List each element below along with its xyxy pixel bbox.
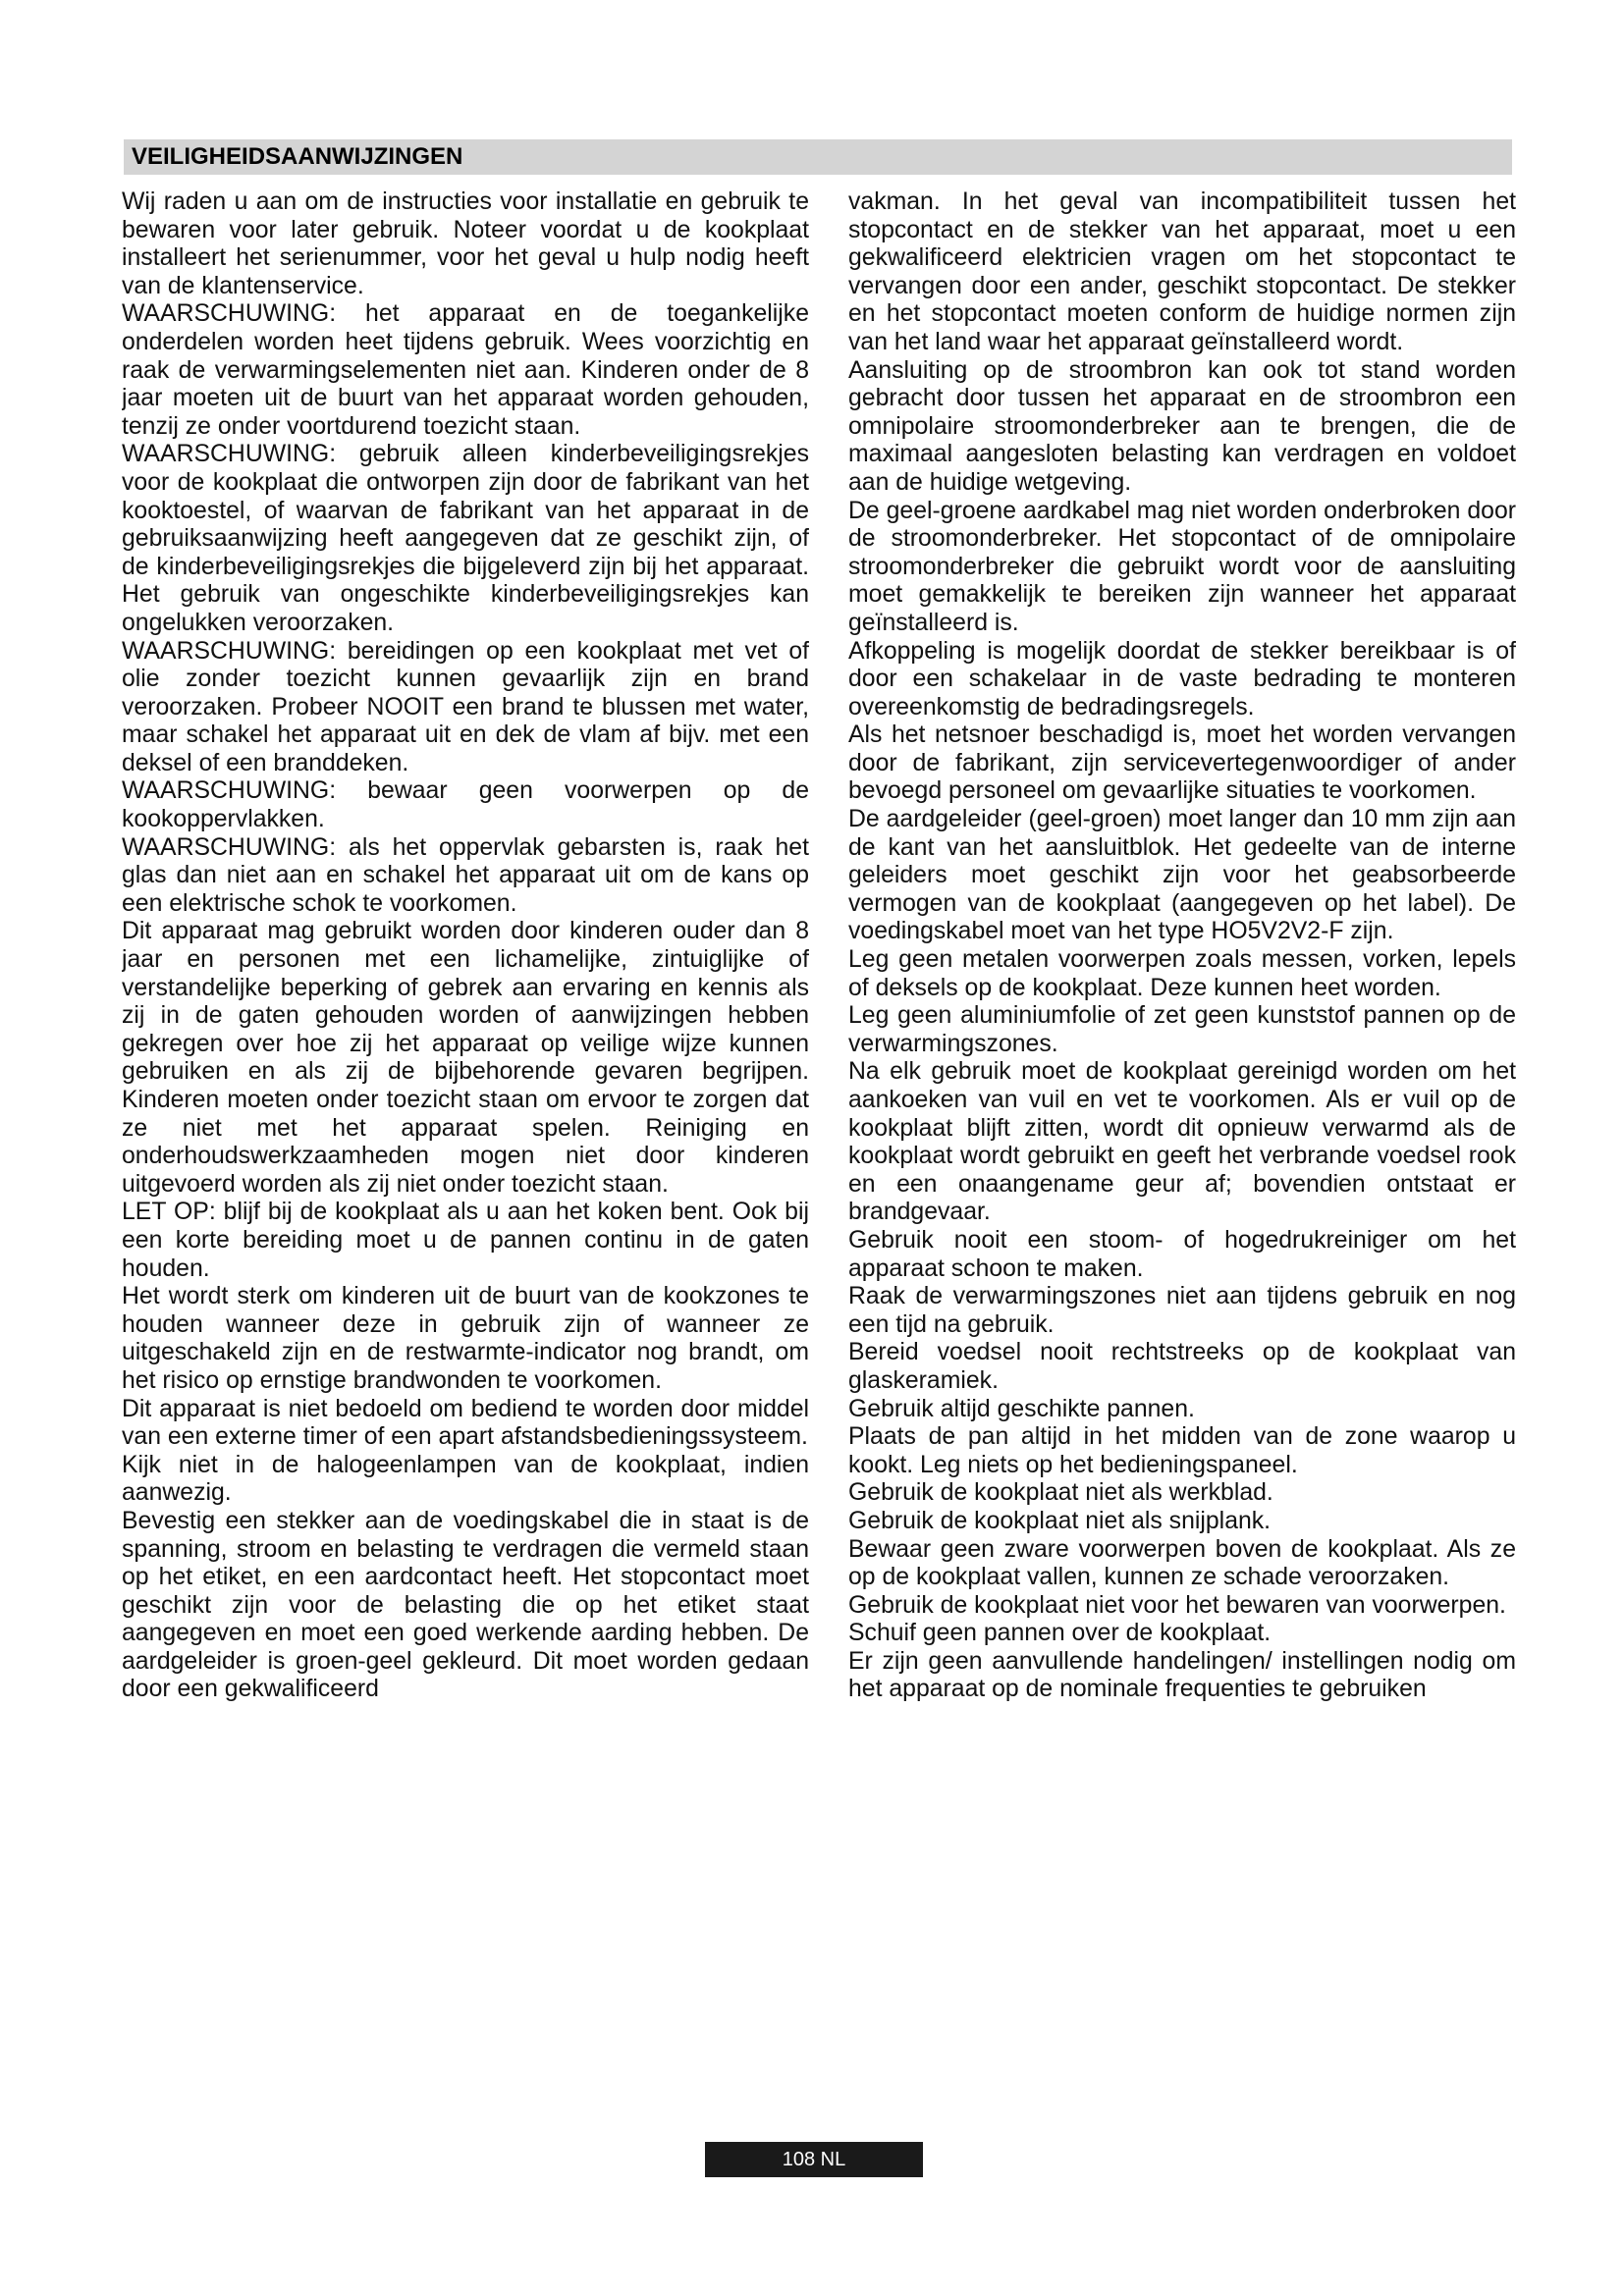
paragraph: WAARSCHUWING: bereidingen op een kookplaat met vet of olie zonder toezicht kunnen gevaarlijk zijn en brand veroorzaken. Probeer NOOIT een brand te blussen met water, maar schakel het apparaat uit en dek de vlam af bijv. met een deksel of een branddeken. xyxy=(122,637,809,776)
paragraph: Raak de verwarmingszones niet aan tijdens gebruik en nog een tijd na gebruik. xyxy=(848,1283,1516,1338)
paragraph: Bevestig een stekker aan de voedingskabel die in staat is de spanning, stroom en belasting te verdragen die vermeld staan op het etiket, en een aardcontact heeft. Het stopcontact moet geschikt zijn voor de belasting die op het etiket staat aangegeven en moet een goed werkende aarding hebben. De aardgeleider is groen-geel gekleurd. Dit moet worden gedaan door een gekwalificeerd xyxy=(122,1507,809,1703)
paragraph: Dit apparaat is niet bedoeld om bediend te worden door middel van een externe timer of een apart afstandsbedieningssysteem. xyxy=(122,1395,809,1451)
paragraph: WAARSCHUWING: gebruik alleen kinderbeveiligingsrekjes voor de kookplaat die ontworpen zijn door de fabrikant van het kooktoestel, of waarvan de fabrikant van het apparaat in de gebruiksaanwijzing heeft aangegeven dat ze geschikt zijn, of de kinderbeveiligingsrekjes die bijgeleverd zijn bij het apparaat. Het gebruik van ongeschikte kinderbeveiligingsrekjes kan ongelukken veroorzaken. xyxy=(122,441,809,636)
paragraph: Schuif geen pannen over de kookplaat. xyxy=(848,1620,1272,1647)
paragraph: Gebruik nooit een stoom- of hogedrukreiniger om het apparaat schoon te maken. xyxy=(848,1226,1516,1282)
paragraph: WAARSCHUWING: als het oppervlak gebarsten is, raak het glas dan niet aan en schakel het apparaat uit om de kans op een elektrische schok te voorkomen. xyxy=(122,833,809,917)
paragraph: Het wordt sterk om kinderen uit de buurt van de kookzones te houden wanneer deze in gebruik zijn of wanneer ze uitgeschakeld zijn en de restwarmte-indicator nog brandt, om het risico op ernstige brandwonden te voorkomen. xyxy=(122,1283,809,1394)
left-column xyxy=(122,188,809,2152)
section-title: VEILIGHEIDSAANWIJZINGEN xyxy=(124,139,1512,175)
paragraph: De geel-groene aardkabel mag niet worden onderbroken door de stroomonderbreker. Het stopcontact of de omnipolaire stroomonderbreker die gebruikt wordt voor de aansluiting moet gemakkelijk te bereiken zijn wanneer het apparaat geïnstalleerd is. xyxy=(848,497,1516,636)
page-number: 108 NL xyxy=(705,2142,923,2177)
paragraph: Plaats de pan altijd in het midden van de zone waarop u kookt. Leg niets op het bedieningspaneel. xyxy=(848,1423,1516,1478)
paragraph: Als het netsnoer beschadigd is, moet het worden vervangen door de fabrikant, zijn servicevertegenwoordiger of ander bevoegd personeel om gevaarlijke situaties te voorkomen. xyxy=(848,721,1516,805)
paragraph: Wij raden u aan om de instructies voor installatie en gebruik te bewaren voor later gebruik. Noteer voordat u de kookplaat installeert het serienummer, voor het geval u hulp nodig heeft van de klantenservice. xyxy=(122,188,809,299)
paragraph: Gebruik de kookplaat niet voor het bewaren van voorwerpen. xyxy=(848,1591,1506,1619)
paragraph: Aansluiting op de stroombron kan ook tot stand worden gebracht door tussen het apparaat en de stroombron een omnipolaire stroomonderbreker aan te brengen, die de maximaal aangesloten belasting kan verdragen en voldoet aan de huidige wetgeving. xyxy=(848,356,1516,496)
paragraph: WAARSCHUWING: bewaar geen voorwerpen op de kookoppervlakken. xyxy=(122,777,809,833)
paragraph: Gebruik altijd geschikte pannen. xyxy=(848,1395,1195,1422)
right-column xyxy=(848,188,1516,2152)
paragraph: Bereid voedsel nooit rechtstreeks op de kookplaat van glaskeramiek. xyxy=(848,1339,1516,1394)
paragraph: Leg geen aluminiumfolie of zet geen kunststof pannen op de verwarmingszones. xyxy=(848,1002,1516,1057)
paragraph: Dit apparaat mag gebruikt worden door kinderen ouder dan 8 jaar en personen met een lichamelijke, zintuiglijke of verstandelijke beperking of gebrek aan ervaring en kennis als zij in de gaten gehouden worden of aanwijzingen hebben gekregen over hoe zij het apparaat op veilige wijze kunnen gebruiken en als zij de bijbehorende gevaren begrijpen. Kinderen moeten onder toezicht staan om ervoor te zorgen dat ze niet met het apparaat spelen. Reiniging en onderhoudswerkzaamheden mogen niet door kinderen uitgevoerd worden als zij niet onder toezicht staan. xyxy=(122,918,809,1198)
paragraph: Kijk niet in de halogeenlampen van de kookplaat, indien aanwezig. xyxy=(122,1451,809,1507)
paragraph: Leg geen metalen voorwerpen zoals messen, vorken, lepels of deksels op de kookplaat. Deze kunnen heet worden. xyxy=(848,946,1516,1001)
paragraph: Afkoppeling is mogelijk doordat de stekker bereikbaar is of door een schakelaar in de vaste bedrading te monteren overeenkomstig de bedradingsregels. xyxy=(848,637,1516,721)
paragraph: De aardgeleider (geel-groen) moet langer dan 10 mm zijn aan de kant van het aansluitblok. Het gedeelte van de interne geleiders moet geschikt zijn voor het geabsorbeerde vermogen van de kookplaat (aangegeven op het label). De voedingskabel moet van het type HO5V2V2-F zijn. xyxy=(848,806,1516,945)
paragraph: Gebruik de kookplaat niet als werkblad. xyxy=(848,1479,1273,1507)
paragraph: Bewaar geen zware voorwerpen boven de kookplaat. Als ze op de kookplaat vallen, kunnen ze schade veroorzaken. xyxy=(848,1535,1516,1591)
paragraph: Er zijn geen aanvullende handelingen/ instellingen nodig om het apparaat op de nominale frequenties te gebruiken xyxy=(848,1647,1516,1703)
paragraph: Na elk gebruik moet de kookplaat gereinigd worden om het aankoeken van vuil en vet te voorkomen. Als er vuil op de kookplaat blijft zitten, wordt dit opnieuw verwarmd als de kookplaat wordt gebruikt en geeft het verbrande voedsel rook en een onaangename geur af; bovendien ontstaat er brandgevaar. xyxy=(848,1058,1516,1226)
paragraph: LET OP: blijf bij de kookplaat als u aan het koken bent. Ook bij een korte bereiding moet u de pannen continu in de gaten houden. xyxy=(122,1199,809,1282)
paragraph: vakman. In het geval van incompatibiliteit tussen het stopcontact en de stekker van het apparaat, moet u een gekwalificeerd elektricien vragen om het stopcontact te vervangen door een ander, geschikt stopcontact. De stekker en het stopcontact moeten conform de huidige normen zijn van het land waar het apparaat geïnstalleerd wordt. xyxy=(848,188,1516,355)
paragraph: WAARSCHUWING: het apparaat en de toegankelijke onderdelen worden heet tijdens gebruik. Wees voorzichtig en raak de verwarmingselementen niet aan. Kinderen onder de 8 jaar moeten uit de buurt van het apparaat worden gehouden, tenzij ze onder voortdurend toezicht staan. xyxy=(122,300,809,440)
paragraph: Gebruik de kookplaat niet als snijplank. xyxy=(848,1507,1272,1534)
